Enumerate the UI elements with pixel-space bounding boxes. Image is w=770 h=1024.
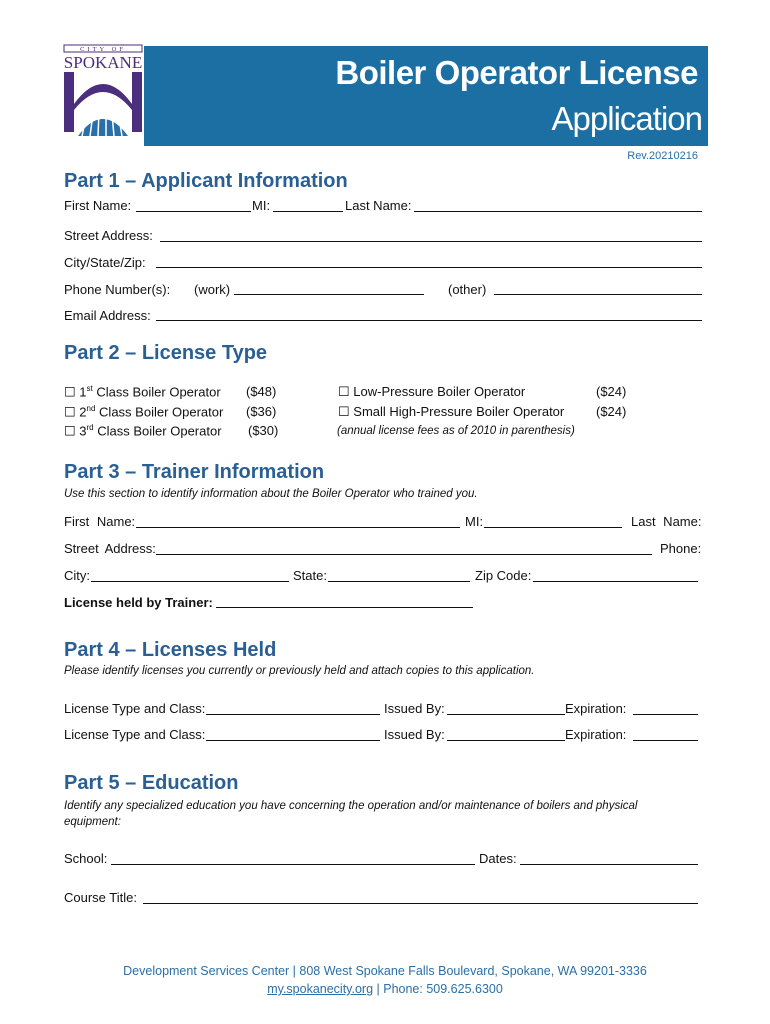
website-link[interactable]: my.spokanecity.org bbox=[267, 982, 374, 996]
applicant-phone-work-label: (work) bbox=[194, 282, 231, 297]
checkbox-1st-class[interactable]: ☐ bbox=[64, 384, 76, 400]
applicant-first-name-field[interactable] bbox=[136, 211, 251, 212]
part4-intro: Please identify licenses you currently or previously held and attach copies to this application. bbox=[64, 665, 535, 677]
trainer-state-field[interactable] bbox=[328, 581, 470, 582]
small-high-pressure-fee: ($24) bbox=[596, 404, 627, 419]
license1-issued-field[interactable] bbox=[447, 714, 565, 715]
small-high-pressure-label: Small High-Pressure Boiler Operator bbox=[353, 404, 565, 419]
class3-sup: rd bbox=[86, 423, 94, 432]
license-option-small-high-pressure[interactable] bbox=[338, 404, 564, 420]
svg-text:SPOKANE: SPOKANE bbox=[63, 53, 143, 72]
applicant-last-name-label: Last Name: bbox=[345, 198, 412, 213]
applicant-email-label: Email Address: bbox=[64, 308, 151, 323]
trainer-state-label: State: bbox=[293, 568, 327, 583]
dates-field[interactable] bbox=[520, 864, 698, 865]
applicant-mi-label: MI: bbox=[252, 198, 271, 213]
license2-expiration-label: Expiration: bbox=[565, 727, 627, 742]
class1-label: Class Boiler Operator bbox=[96, 384, 221, 400]
footer-contact bbox=[0, 982, 770, 996]
course-title-field[interactable] bbox=[143, 903, 698, 904]
trainer-zip-field[interactable] bbox=[533, 581, 698, 582]
class1-sup: st bbox=[86, 384, 93, 393]
svg-text:CITY OF: CITY OF bbox=[80, 46, 126, 53]
part1-heading: Part 1 – Applicant Information bbox=[64, 170, 348, 192]
class3-fee: ($30) bbox=[248, 423, 279, 438]
trainer-street-label: Street Address: bbox=[64, 541, 156, 556]
applicant-street-field[interactable] bbox=[160, 241, 702, 242]
class2-fee: ($36) bbox=[246, 404, 277, 419]
trainer-license-held-field[interactable] bbox=[216, 607, 473, 608]
applicant-first-name-label: First Name: bbox=[64, 198, 132, 213]
checkbox-2nd-class[interactable]: ☐ bbox=[64, 404, 76, 420]
city-of-spokane-logo bbox=[62, 44, 144, 144]
form-subtitle: Application bbox=[551, 100, 702, 137]
license1-expiration-field[interactable] bbox=[633, 714, 698, 715]
license1-type-field[interactable] bbox=[206, 714, 380, 715]
applicant-email-field[interactable] bbox=[156, 320, 702, 321]
class2-label: Class Boiler Operator bbox=[99, 404, 224, 420]
school-field[interactable] bbox=[111, 864, 475, 865]
class2-sup: nd bbox=[86, 404, 96, 413]
part5-intro-line2: equipment: bbox=[64, 816, 121, 828]
part4-heading: Part 4 – Licenses Held bbox=[64, 639, 277, 661]
license2-type-label: License Type and Class: bbox=[64, 727, 206, 742]
class1-fee: ($48) bbox=[246, 384, 277, 399]
applicant-phone-other-label: (other) bbox=[448, 282, 487, 297]
license1-expiration-label: Expiration: bbox=[565, 701, 627, 716]
trainer-first-name-label: First Name: bbox=[64, 514, 136, 529]
trainer-first-name-field[interactable] bbox=[136, 527, 460, 528]
applicant-city-field[interactable] bbox=[156, 267, 702, 268]
part2-heading: Part 2 – License Type bbox=[64, 342, 268, 364]
revision-label: Rev.20210216 bbox=[627, 150, 698, 162]
trainer-city-field[interactable] bbox=[91, 581, 289, 582]
license-fee-note: (annual license fees as of 2010 in parenthesis) bbox=[337, 425, 575, 437]
low-pressure-fee: ($24) bbox=[596, 384, 627, 399]
part5-heading: Part 5 – Education bbox=[64, 772, 239, 794]
checkbox-small-high-pressure[interactable]: ☐ bbox=[338, 404, 350, 419]
footer-address: Development Services Center | 808 West Spokane Falls Boulevard, Spokane, WA 99201-3336 bbox=[123, 964, 647, 978]
license2-issued-label: Issued By: bbox=[384, 727, 445, 742]
license-option-3rd-class[interactable] bbox=[64, 423, 222, 439]
license2-expiration-field[interactable] bbox=[633, 740, 698, 741]
license-option-2nd-class[interactable] bbox=[64, 404, 223, 420]
checkbox-3rd-class[interactable]: ☐ bbox=[64, 423, 76, 439]
applicant-city-label: City/State/Zip: bbox=[64, 255, 146, 270]
trainer-mi-label: MI: bbox=[465, 514, 484, 529]
trainer-zip-label: Zip Code: bbox=[475, 568, 532, 583]
applicant-phone-other-field[interactable] bbox=[494, 294, 702, 295]
part5-intro-line1: Identify any specialized education you have concerning the operation and/or maintenance of boilers and physical bbox=[64, 800, 638, 812]
trainer-city-label: City: bbox=[64, 568, 90, 583]
course-title-label: Course Title: bbox=[64, 890, 137, 905]
part3-intro: Use this section to identify information about the Boiler Operator who trained you. bbox=[64, 488, 478, 500]
license1-type-label: License Type and Class: bbox=[64, 701, 206, 716]
class3-num: 3 bbox=[79, 423, 87, 439]
applicant-street-label: Street Address: bbox=[64, 228, 153, 243]
applicant-phone-work-field[interactable] bbox=[234, 294, 424, 295]
footer-phone: | Phone: 509.625.6300 bbox=[373, 982, 503, 996]
class1-num: 1 bbox=[79, 384, 87, 400]
trainer-last-name-label: Last Name: bbox=[631, 514, 702, 529]
license-option-1st-class[interactable] bbox=[64, 384, 221, 400]
part3-heading: Part 3 – Trainer Information bbox=[64, 461, 325, 483]
trainer-street-field[interactable] bbox=[156, 554, 652, 555]
applicant-mi-field[interactable] bbox=[273, 211, 343, 212]
trainer-license-held-label: License held by Trainer: bbox=[64, 595, 213, 610]
title-banner bbox=[144, 46, 708, 146]
license2-issued-field[interactable] bbox=[447, 740, 565, 741]
checkbox-low-pressure[interactable]: ☐ bbox=[338, 384, 350, 399]
trainer-phone-label: Phone: bbox=[660, 541, 702, 556]
license1-issued-label: Issued By: bbox=[384, 701, 445, 716]
applicant-phone-label: Phone Number(s): bbox=[64, 282, 171, 297]
dates-label: Dates: bbox=[479, 851, 517, 866]
class2-num: 2 bbox=[79, 404, 87, 420]
form-title: Boiler Operator License bbox=[335, 54, 698, 91]
license-option-low-pressure[interactable] bbox=[338, 384, 525, 400]
school-label: School: bbox=[64, 851, 108, 866]
low-pressure-label: Low-Pressure Boiler Operator bbox=[353, 384, 526, 399]
trainer-mi-field[interactable] bbox=[484, 527, 622, 528]
applicant-last-name-field[interactable] bbox=[414, 211, 702, 212]
license2-type-field[interactable] bbox=[206, 740, 380, 741]
class3-label: Class Boiler Operator bbox=[97, 423, 222, 439]
